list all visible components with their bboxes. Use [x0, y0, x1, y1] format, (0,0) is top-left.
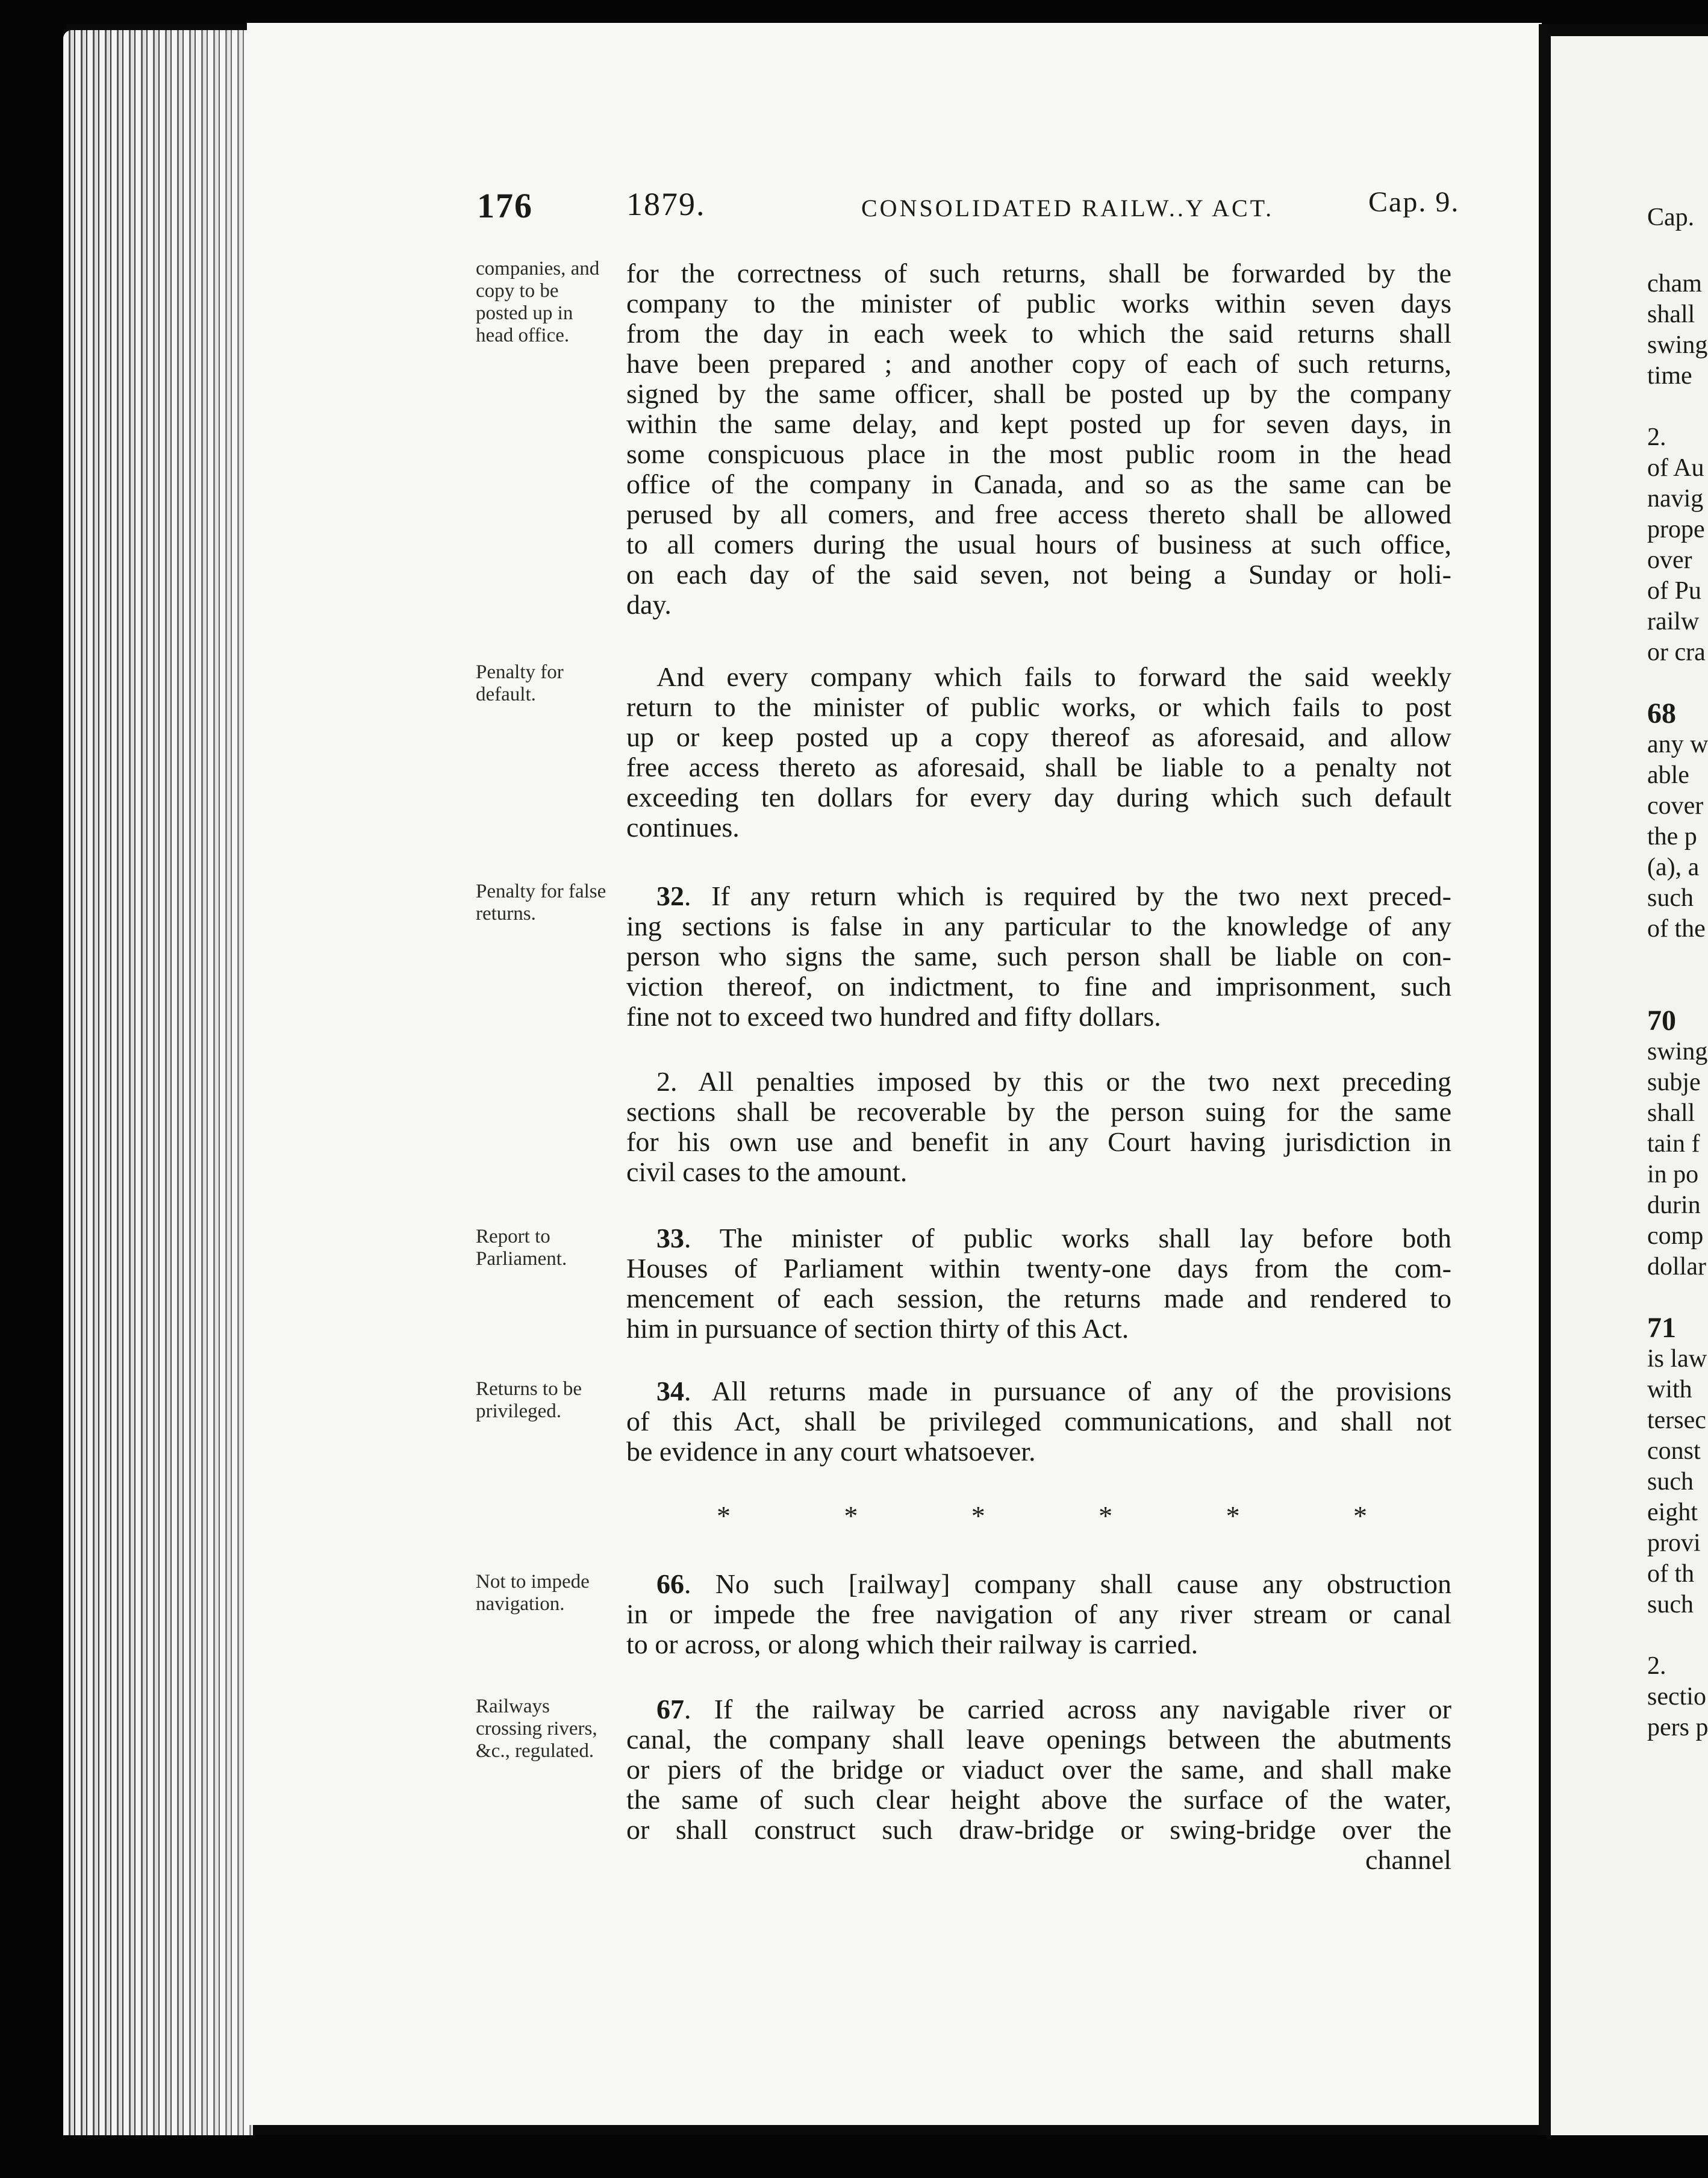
text-line: in or impede the free navigation of any river stream or canal — [626, 1599, 1451, 1629]
text-line: be evidence in any court whatsoever. — [626, 1436, 1036, 1467]
section-first-line — [656, 881, 1451, 912]
text-line: perused by all comers, and free access thereto shall be allowed — [626, 499, 1451, 529]
text-line: some conspicuous place in the most public room in the head — [626, 438, 1451, 469]
text-line: or piers of the bridge or viaduct over the same, and shall make — [626, 1754, 1451, 1785]
margin-note: Penalty for false returns. — [476, 881, 606, 925]
book-gutter — [1539, 24, 1551, 2135]
text-line: . The minister of public works shall lay before both — [684, 1223, 1451, 1253]
right-page-fragment: shall — [1647, 301, 1695, 328]
right-page-fragment: tain f — [1647, 1130, 1700, 1158]
right-page-fragment: sectio — [1647, 1683, 1706, 1711]
right-page-fragment: able — [1647, 761, 1689, 789]
text-line: on each day of the said seven, not being a Sunday or holi- — [626, 559, 1451, 590]
right-page-fragment: comp — [1647, 1222, 1704, 1250]
text-line: day. — [626, 589, 672, 620]
text-line: 2. All penalties imposed by this or the two next preceding — [656, 1066, 1451, 1097]
right-page-fragment: prope — [1647, 516, 1705, 543]
right-page-fragment: swing — [1647, 1038, 1708, 1066]
section-number: 67 — [656, 1694, 684, 1724]
right-page-fragment: pers p — [1647, 1714, 1708, 1741]
scan-border-bottom — [0, 2135, 1708, 2178]
section-number: 66 — [656, 1568, 684, 1599]
right-page-fragment: over — [1647, 546, 1692, 574]
text-line: him in pursuance of section thirty of this Act. — [626, 1313, 1129, 1344]
page-number: 176 — [477, 186, 533, 225]
right-page-fragment: 2. — [1647, 423, 1666, 451]
margin-note: Returns to be privileged. — [476, 1378, 582, 1422]
right-page-fragment: such — [1647, 884, 1694, 912]
right-page-fragment: is law — [1647, 1345, 1707, 1373]
text-line: the same of such clear height above the surface of the water, — [626, 1784, 1451, 1815]
right-page-fragment: durin — [1647, 1191, 1701, 1219]
text-line: within the same delay, and kept posted up for seven days, in — [626, 408, 1451, 439]
right-page-fragment: 2. — [1647, 1652, 1666, 1680]
text-line: mencement of each session, the returns made and rendered to — [626, 1283, 1451, 1314]
text-line: free access thereto as aforesaid, shall be liable to a penalty not — [626, 752, 1451, 782]
right-page-fragment: swing — [1647, 331, 1708, 359]
right-page-header: Cap. — [1647, 204, 1695, 231]
star: * — [844, 1500, 858, 1531]
right-page-fragment: cham — [1647, 270, 1702, 298]
text-line: office of the company in Canada, and so as the same can be — [626, 469, 1451, 499]
right-page-fragment: or cra — [1647, 638, 1706, 666]
section-first-line — [656, 1694, 1451, 1725]
right-page-fragment: time — [1647, 362, 1692, 390]
right-page-fragment: of Pu — [1647, 577, 1701, 605]
right-page-fragment: of Au — [1647, 454, 1704, 482]
right-page-fragment: the p — [1647, 823, 1697, 850]
star: * — [1099, 1500, 1113, 1531]
text-line: viction thereof, on indictment, to fine and imprisonment, such — [626, 971, 1451, 1002]
right-page-fragment: shall — [1647, 1099, 1695, 1127]
scan-border-left — [0, 0, 66, 2178]
section-number: 33 — [656, 1223, 684, 1253]
right-page-fragment: of th — [1647, 1560, 1695, 1588]
right-page-fragment: in po — [1647, 1161, 1699, 1188]
right-page-fragment: 70 — [1647, 1005, 1676, 1037]
text-line: sections shall be recoverable by the person suing for the same — [626, 1096, 1451, 1127]
star: * — [717, 1500, 731, 1531]
text-line: . All returns made in pursuance of any of the provisions — [684, 1376, 1451, 1406]
text-line: of this Act, shall be privileged communications, and shall not — [626, 1406, 1451, 1437]
section-first-line — [656, 1376, 1451, 1407]
right-page-fragment: railw — [1647, 608, 1700, 635]
text-line: or shall construct such draw-bridge or swing-bridge over the — [626, 1814, 1451, 1845]
right-page-fragment: dollar — [1647, 1253, 1706, 1281]
text-line: to or across, or along which their railway is carried. — [626, 1629, 1198, 1659]
margin-note: companies, and copy to be posted up in head office. — [476, 258, 600, 346]
catchword: channel — [1365, 1844, 1451, 1875]
text-line: exceeding ten dollars for every day during which such default — [626, 782, 1451, 813]
text-line: company to the minister of public works within seven days — [626, 288, 1451, 319]
margin-note: Railways crossing rivers, &c., regulated. — [476, 1696, 597, 1762]
text-line: canal, the company shall leave openings between the abutments — [626, 1724, 1451, 1755]
margin-note: Report to Parliament. — [476, 1226, 567, 1270]
right-page-fragment: subje — [1647, 1069, 1701, 1096]
margin-note: Not to impede navigation. — [476, 1571, 590, 1615]
text-line: Houses of Parliament within twenty-one days from the com- — [626, 1253, 1451, 1284]
right-page-fragment: navig — [1647, 485, 1704, 513]
right-page-fragment: eight — [1647, 1499, 1698, 1526]
right-page-fragment: any w — [1647, 731, 1708, 758]
text-line: up or keep posted up a copy thereof as aforesaid, and allow — [626, 722, 1451, 752]
text-line: for the correctness of such returns, shall be forwarded by the — [626, 258, 1451, 289]
text-line: to all comers during the usual hours of business at such office, — [626, 529, 1451, 560]
text-line: for his own use and benefit in any Court having jurisdiction in — [626, 1126, 1451, 1157]
right-page-fragment: provi — [1647, 1529, 1701, 1557]
right-page-fragment: cover — [1647, 792, 1704, 820]
text-line: . If the railway be carried across any navigable river or — [684, 1694, 1451, 1724]
right-page-fragment: tersec — [1647, 1406, 1706, 1434]
text-line: fine not to exceed two hundred and fifty dollars. — [626, 1001, 1161, 1032]
star: * — [1353, 1500, 1367, 1531]
right-page-fragment: of the — [1647, 915, 1706, 943]
text-line: . No such [railway] company shall cause any obstruction — [684, 1568, 1451, 1599]
text-line: from the day in each week to which the said returns shall — [626, 318, 1451, 349]
scan-border-top — [0, 0, 1708, 24]
section-first-line — [656, 1568, 1451, 1600]
star: * — [1226, 1500, 1240, 1531]
page-year: 1879. — [626, 186, 706, 222]
right-page-fragment: 68 — [1647, 697, 1676, 729]
right-page-fragment: const — [1647, 1437, 1701, 1465]
chapter-number: Cap. 9. — [1368, 186, 1460, 218]
text-line: . If any return which is required by the two next preced- — [684, 881, 1451, 911]
text-line: person who signs the same, such person shall be liable on con- — [626, 941, 1451, 972]
text-line: return to the minister of public works, or which fails to post — [626, 691, 1451, 722]
text-line: And every company which fails to forward the said weekly — [656, 661, 1451, 692]
section-first-line — [656, 1223, 1451, 1254]
star: * — [971, 1500, 985, 1531]
margin-note: Penalty for default. — [476, 661, 564, 705]
running-title: CONSOLIDATED RAILW..Y ACT. — [861, 195, 1274, 222]
text-line: signed by the same officer, shall be posted up by the company — [626, 378, 1451, 409]
section-number: 32 — [656, 881, 684, 911]
text-line: have been prepared ; and another copy of each of such returns, — [626, 348, 1451, 379]
text-line: continues. — [626, 812, 740, 843]
right-page-fragment: (a), a — [1647, 853, 1700, 881]
right-page-fragment: such — [1647, 1591, 1694, 1618]
right-page-fragment: 71 — [1647, 1312, 1676, 1344]
right-page-fragment: such — [1647, 1468, 1694, 1496]
section-number: 34 — [656, 1376, 684, 1406]
book-page-edges-shade — [63, 30, 253, 2144]
text-line: civil cases to the amount. — [626, 1156, 908, 1187]
right-page-fragment: with — [1647, 1376, 1692, 1403]
text-line: ing sections is false in any particular to the knowledge of any — [626, 911, 1451, 941]
omission-stars — [717, 1500, 1367, 1532]
